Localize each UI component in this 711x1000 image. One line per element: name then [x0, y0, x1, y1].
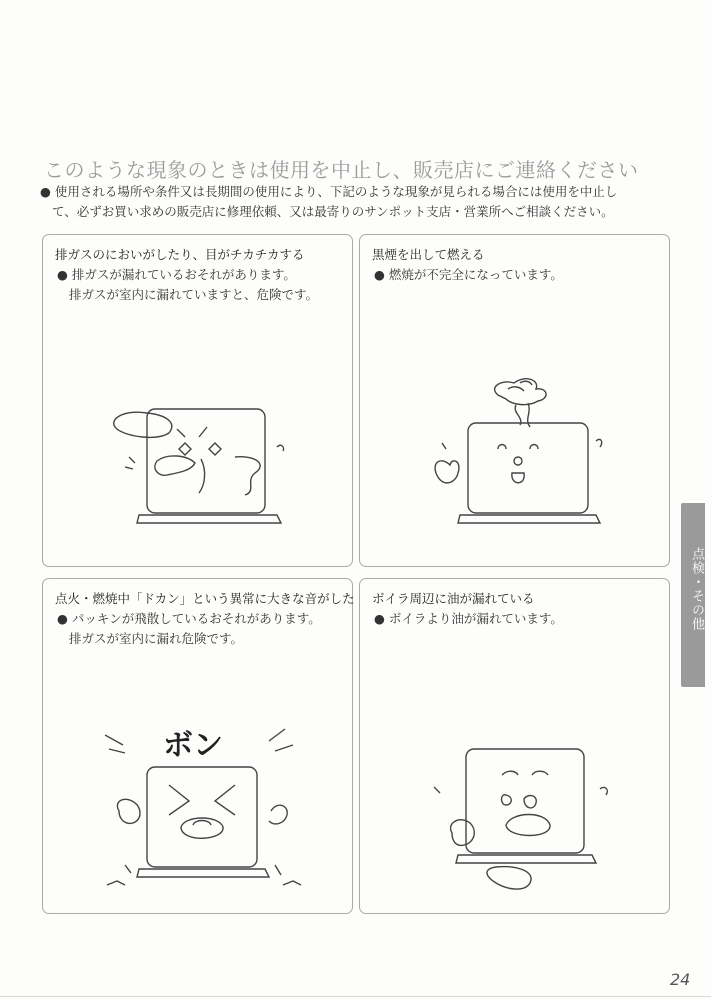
page-heading: このような現象のときは使用を中止し、販売店にご連絡ください	[44, 158, 639, 182]
illustration-black-smoke	[428, 365, 618, 535]
card-title: ボイラ周辺に油が漏れている	[372, 591, 535, 606]
section-side-tab[interactable]	[681, 503, 705, 687]
bon-text: ボン	[163, 728, 223, 763]
card-line-2: 排ガスが室内に漏れ危険です。	[69, 631, 244, 646]
card-line-1: ● 排ガスが漏れているおそれがあります。	[57, 267, 296, 282]
intro-text	[40, 182, 675, 222]
card-title: 点火・燃焼中「ドカン」という異常に大きな音がした	[55, 591, 355, 606]
card-title: 排ガスのにおいがしたり、目がチカチカする	[55, 247, 305, 262]
intro-line-1: ● 使用される場所や条件又は長期間の使用により、下記のような現象が見られる場合には使用を中止し	[40, 184, 618, 199]
card-line-1: ● パッキンが飛散しているおそれがあります。	[57, 611, 321, 626]
card-title: 黒煙を出して燃える	[372, 247, 485, 262]
illustration-exhaust-smell	[107, 401, 307, 531]
page-number: 24	[670, 970, 691, 989]
card-line-1: ● ボイラより油が漏れています。	[374, 611, 563, 626]
illustration-loud-noise	[85, 715, 315, 895]
intro-line-2: て、必ずお買い求めの販売店に修理依頼、又は最寄りのサンポット支店・営業所へご相談ください。	[52, 204, 614, 219]
card-line-2: 排ガスが室内に漏れていますと、危険です。	[69, 287, 319, 302]
card-black-smoke	[359, 234, 670, 567]
side-tab-label: 点検・その他	[689, 547, 704, 631]
card-exhaust-smell	[42, 234, 353, 567]
card-line-1: ● 燃焼が不完全になっています。	[374, 267, 563, 282]
card-oil-leak	[359, 578, 670, 914]
card-loud-noise	[42, 578, 353, 914]
bottom-divider	[0, 996, 711, 997]
illustration-oil-leak	[426, 739, 626, 899]
